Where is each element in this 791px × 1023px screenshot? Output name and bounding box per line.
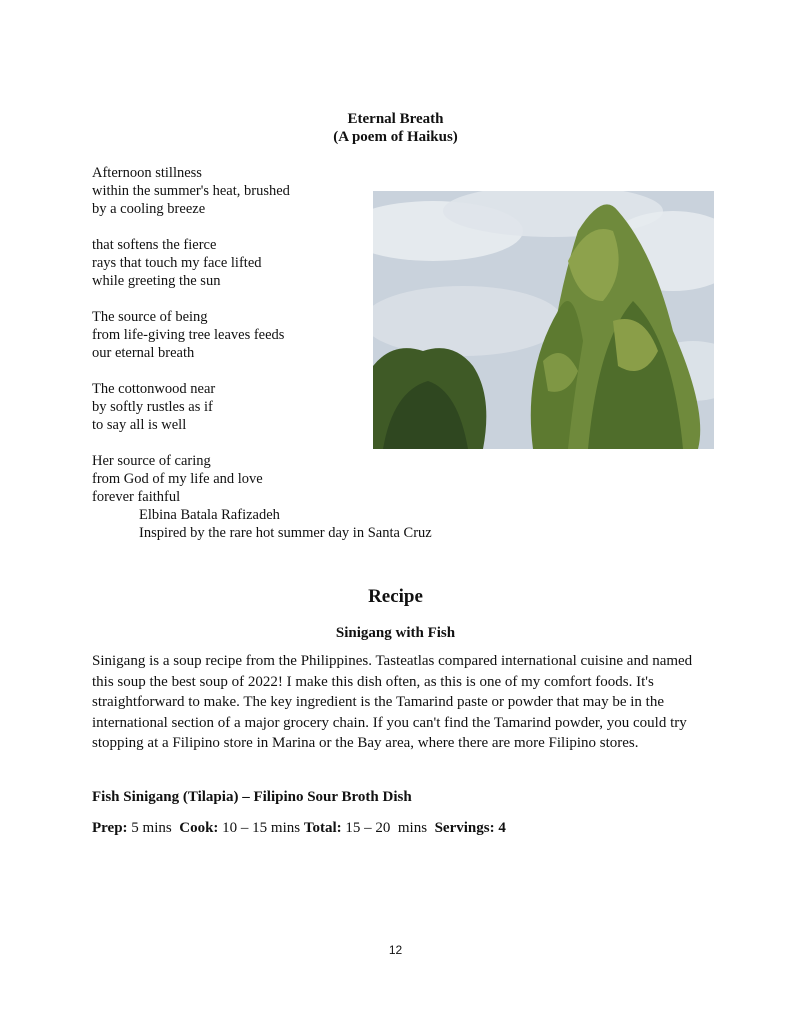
poem-line: to say all is well <box>92 417 187 433</box>
poem-line: that softens the fierce <box>92 237 217 253</box>
cook-label: Cook: <box>179 820 219 836</box>
dish-title: Fish Sinigang (Tilapia) – Filipino Sour Broth Dish <box>92 789 412 805</box>
poem-title-text: Eternal Breath <box>347 111 444 127</box>
poem-line: while greeting the sun <box>92 273 221 289</box>
recipe-heading: Recipe <box>368 586 423 607</box>
recipe-subheading: Sinigang with Fish <box>335 625 456 641</box>
poem-subtitle: (A poem of Haikus) <box>333 129 458 145</box>
poem-line: rays that touch my face lifted <box>92 255 262 271</box>
servings-value: 4 <box>498 820 506 836</box>
prep-value: 5 mins <box>131 820 172 836</box>
total-label: Total: <box>303 820 342 836</box>
poem-line: The cottonwood near <box>92 381 216 397</box>
prep-label: Prep: <box>92 820 128 836</box>
page-number: 12 <box>388 943 403 957</box>
tree-photo <box>373 191 714 449</box>
poem-author: Elbina Batala Rafizadeh <box>139 507 280 523</box>
poem-line: from life-giving tree leaves feeds <box>92 327 285 343</box>
recipe-intro: Sinigang is a soup recipe from the Philippines. Tasteatlas compared international cuisine and named this soup the best soup of 2022! I make this dish often, as this is one of my comfort foods. It's straightforward to make. The key ingredient is the Tamarind paste or powder that may be in the international section of a major grocery chain. If you can't find the Tamarind powder, you could try stopping at a Filipino store in Marina or the Bay area, where there are more Filipino stores. <box>92 653 693 751</box>
poem-line: Her source of caring <box>92 453 211 469</box>
poem-line: our eternal breath <box>92 345 195 361</box>
poem-line: within the summer's heat, brushed <box>92 183 290 199</box>
poem-inspiration: Inspired by the rare hot summer day in Santa Cruz <box>139 525 432 541</box>
poem-line: by softly rustles as if <box>92 399 213 415</box>
poem-title <box>0 110 791 146</box>
cook-value: 10 – 15 mins <box>222 820 301 836</box>
servings-label: Servings: <box>434 820 495 836</box>
poem-line: from God of my life and love <box>92 471 263 487</box>
poem-line: by a cooling breeze <box>92 201 206 217</box>
poem-line: Afternoon stillness <box>92 165 202 181</box>
total-value: 15 – 20 mins <box>345 820 428 836</box>
poem-line: The source of being <box>92 309 208 325</box>
recipe-meta <box>92 820 506 837</box>
poem-line: forever faithful <box>92 489 181 505</box>
